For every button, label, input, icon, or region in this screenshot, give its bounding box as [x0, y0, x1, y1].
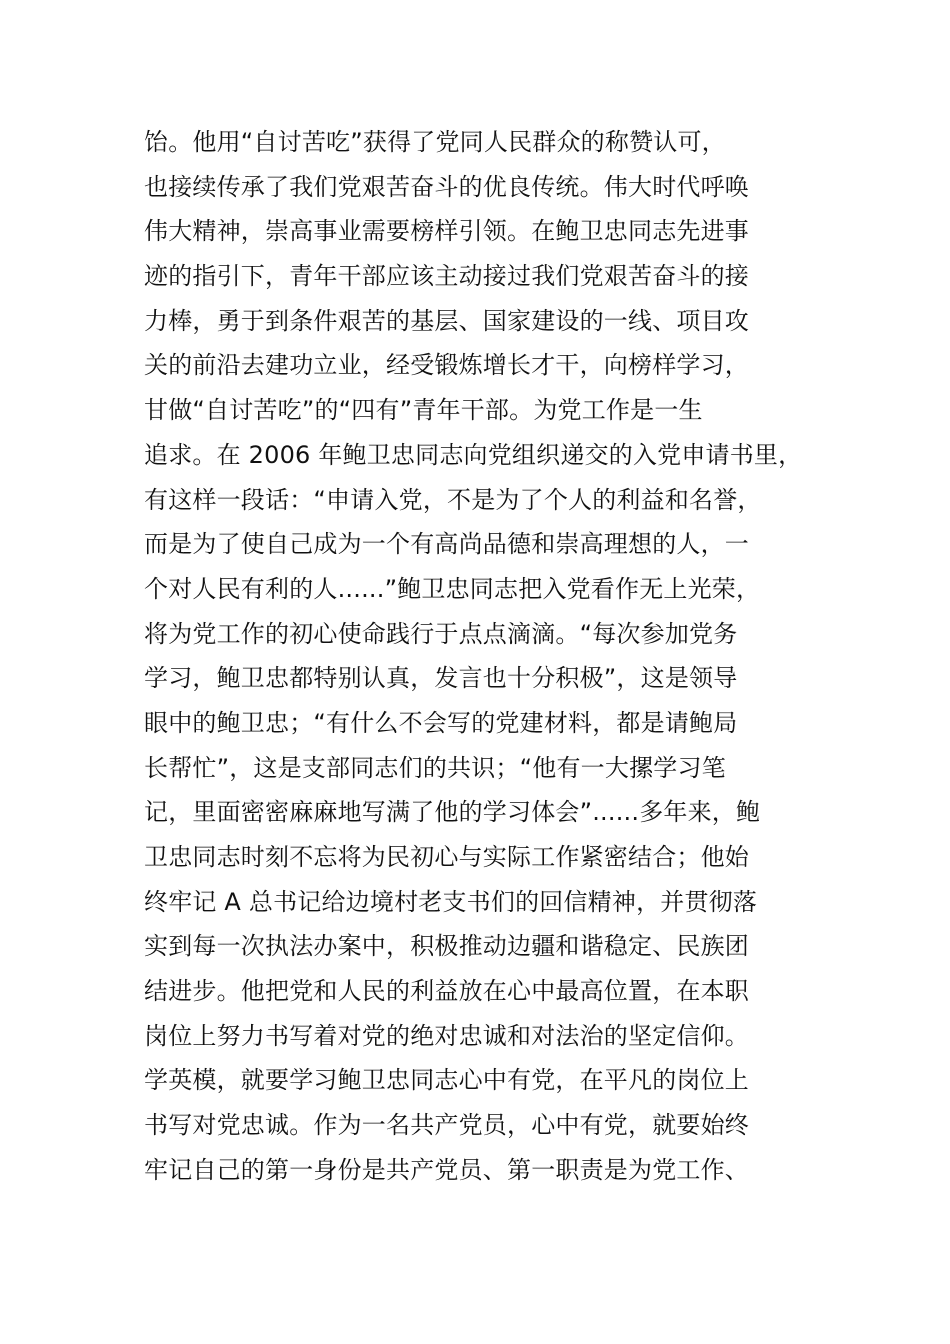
- text-line: 有这样一段话：“申请入党，不是为了个人的利益和名誉，: [144, 485, 762, 514]
- text-line: 长帮忙”，这是支部同志们的共识；“他有一大摞学习笔: [144, 753, 726, 782]
- text-line: 终牢记 A 总书记给边境村老支书们的回信精神，并贯彻落: [144, 887, 758, 916]
- text-line: 而是为了使自己成为一个有高尚品德和崇高理想的人，一: [144, 530, 749, 559]
- text-line: 也接续传承了我们党艰苦奋斗的优良传统。伟大时代呼唤: [144, 172, 749, 201]
- text-line: 眼中的鲍卫忠；“有什么不会写的党建材料，都是请鲍局: [144, 708, 738, 737]
- text-line: 追求。在 2006 年鲍卫忠同志向党组织递交的入党申请书里，: [144, 440, 803, 469]
- text-line: 记，里面密密麻麻地写满了他的学习体会”......多年来，鲍: [144, 798, 761, 827]
- text-line: 力棒，勇于到条件艰苦的基层、国家建设的一线、项目攻: [144, 306, 749, 335]
- text-line: 书写对党忠诚。作为一名共产党员，心中有党，就要始终: [144, 1111, 749, 1140]
- text-line: 学英模，就要学习鲍卫忠同志心中有党，在平凡的岗位上: [144, 1066, 749, 1095]
- text-line: 卫忠同志时刻不忘将为民初心与实际工作紧密结合；他始: [144, 843, 749, 871]
- text-line: 岗位上努力书写着对党的绝对忠诚和对法治的坚定信仰。: [144, 1021, 749, 1050]
- text-line: 实到每一次执法办案中，积极推动边疆和谐稳定、民族团: [144, 932, 749, 961]
- text-line: 迹的指引下，青年干部应该主动接过我们党艰苦奋斗的接: [144, 262, 749, 291]
- text-line: 学习，鲍卫忠都特别认真，发言也十分积极”，这是领导: [144, 664, 738, 693]
- text-line: 甘做“自讨苦吃”的“四有”青年干部。为党工作是一生: [144, 396, 703, 425]
- text-line: 将为党工作的初心使命践行于点点滴滴。“每次参加党务: [144, 619, 738, 648]
- text-line: 关的前沿去建功立业，经受锻炼增长才干，向榜样学习，: [144, 351, 749, 380]
- text-line: 牢记自己的第一身份是共产党员、第一职责是为党工作、: [144, 1155, 749, 1184]
- text-line: 结进步。他把党和人民的利益放在心中最高位置，在本职: [144, 977, 749, 1006]
- text-line: 个对人民有利的人......”鲍卫忠同志把入党看作无上光荣，: [144, 574, 761, 603]
- body-text: [144, 120, 844, 1193]
- text-line: 饴。他用“自讨苦吃”获得了党同人民群众的称赞认可，: [144, 128, 726, 156]
- text-line: 伟大精神，崇高事业需要榜样引领。在鲍卫忠同志先进事: [144, 217, 749, 246]
